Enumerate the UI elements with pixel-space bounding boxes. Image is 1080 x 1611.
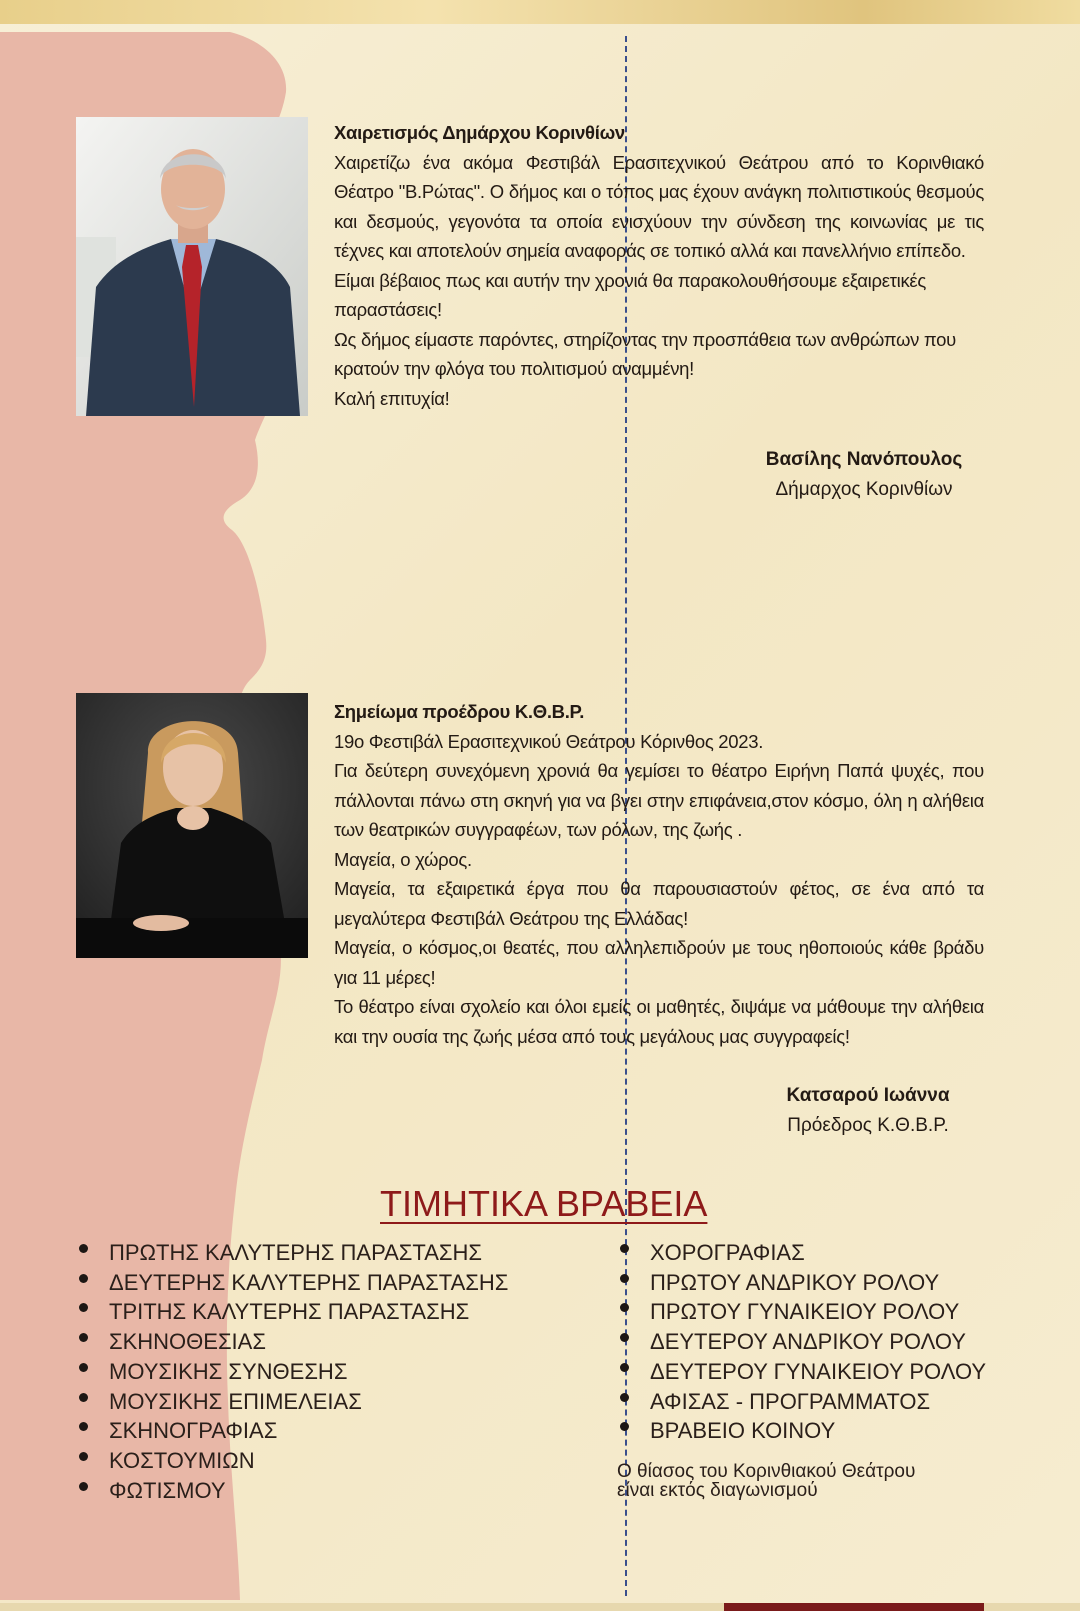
mayor-sign-title: Δήμαρχος Κορινθίων bbox=[775, 479, 953, 500]
award-item: ΣΚΗΝΟΓΡΑΦΙΑΣ bbox=[79, 1416, 508, 1446]
president-paragraph-3: Μαγεία, ο χώρος. bbox=[334, 848, 472, 870]
mayor-paragraph-4: Καλή επιτυχία! bbox=[334, 387, 450, 409]
bottom-red-accent bbox=[724, 1603, 984, 1611]
president-sign-name: Κατσαρού Ιωάννα bbox=[786, 1085, 950, 1106]
president-portrait bbox=[76, 693, 308, 958]
mayor-sign-name: Βασίλης Νανόπουλος bbox=[765, 449, 963, 470]
president-signature bbox=[768, 1081, 968, 1141]
president-note bbox=[334, 697, 984, 1051]
president-paragraph-2: Για δεύτερη συνεχόμενη χρονιά θα γεμίσει το θέατρο Ειρήνη Παπά ψυχές, που πάλλονται πάνω στη σκηνή για να βγει στην επιφάνεια,στον κόσμο, όλη η αλήθεια των θεατρικών συγγραφέων, των ρόλων, της ζωής . bbox=[334, 760, 984, 840]
president-paragraph-6: Το θέατρο είναι σχολείο και όλοι εμείς οι μαθητές, διψάμε να μάθουμε την αλήθεια και την ουσία της ζωής μέσα από τους μεγάλους μας συγγραφείς! bbox=[334, 996, 984, 1047]
award-item: ΠΡΩΤΗΣ ΚΑΛΥΤΕΡΗΣ ΠΑΡΑΣΤΑΣΗΣ bbox=[79, 1238, 508, 1268]
out-of-competition-note bbox=[617, 1462, 977, 1500]
mayor-paragraph-3: Ως δήμος είμαστε παρόντες, στηρίζοντας την προσπάθεια των ανθρώπων που κρατούν την φλόγα του πολιτισμού αναμμένη! bbox=[334, 328, 956, 379]
award-item: ΣΚΗΝΟΘΕΣΙΑΣ bbox=[79, 1327, 508, 1357]
award-item: ΔΕΥΤΕΡΗΣ ΚΑΛΥΤΕΡΗΣ ΠΑΡΑΣΤΑΣΗΣ bbox=[79, 1268, 508, 1298]
award-item: ΚΟΣΤΟΥΜΙΩΝ bbox=[79, 1446, 508, 1476]
note-line-1: Ο θίασος του Κορινθιακού Θεάτρου bbox=[617, 1461, 916, 1482]
mayor-paragraph-2: Είμαι βέβαιος πως και αυτήν την χρονιά θα παρακολουθήσουμε εξαιρετικές παραστάσεις! bbox=[334, 269, 926, 320]
award-item: ΧΟΡΟΓΡΑΦΙΑΣ bbox=[620, 1238, 986, 1268]
note-line-2: είναι εκτός διαγωνισμού bbox=[617, 1480, 818, 1501]
president-paragraph-5: Μαγεία, ο κόσμος,οι θεατές, που αλληλεπιδρούν με τους ηθοποιούς κάθε βράδυ για 11 μέρες! bbox=[334, 937, 984, 988]
awards-list-right bbox=[620, 1238, 986, 1446]
mayor-signature bbox=[760, 445, 968, 505]
president-paragraph-1: 19ο Φεστιβάλ Ερασιτεχνικού Θεάτρου Κόρινθος 2023. bbox=[334, 730, 764, 752]
award-item: ΜΟΥΣΙΚΗΣ ΣΥΝΘΕΣΗΣ bbox=[79, 1357, 508, 1387]
award-item: ΠΡΩΤΟΥ ΓΥΝΑΙΚΕΙΟΥ ΡΟΛΟΥ bbox=[620, 1297, 986, 1327]
mayor-portrait bbox=[76, 117, 308, 416]
award-item: ΦΩΤΙΣΜΟΥ bbox=[79, 1476, 508, 1506]
mayor-greeting-heading: Χαιρετισμός Δημάρχου Κορινθίων bbox=[334, 122, 625, 143]
awards-title: ΤΙΜΗΤΙΚΑ ΒΡΑΒΕΙΑ bbox=[380, 1183, 708, 1224]
award-item: ΔΕΥΤΕΡΟΥ ΓΥΝΑΙΚΕΙΟΥ ΡΟΛΟΥ bbox=[620, 1357, 986, 1387]
awards-list-left bbox=[79, 1238, 508, 1505]
award-item: ΤΡΙΤΗΣ ΚΑΛΥΤΕΡΗΣ ΠΑΡΑΣΤΑΣΗΣ bbox=[79, 1297, 508, 1327]
award-item: ΜΟΥΣΙΚΗΣ ΕΠΙΜΕΛΕΙΑΣ bbox=[79, 1387, 508, 1417]
award-item: ΠΡΩΤΟΥ ΑΝΔΡΙΚΟΥ ΡΟΛΟΥ bbox=[620, 1268, 986, 1298]
president-note-heading: Σημείωμα προέδρου Κ.Θ.Β.Ρ. bbox=[334, 701, 585, 722]
mayor-paragraph-1: Χαιρετίζω ένα ακόμα Φεστιβάλ Ερασιτεχνικού Θεάτρου από το Κορινθιακό Θέατρο "Β.Ρώτας". Ο δήμος και ο τόπος μας έχουν ανάγκη πολιτιστικούς θεσμούς και δεσμούς, γεγονότα τα οποία ενισχύουν την σύνδεση της κοινωνίας με τις τέχνες και αποτελούν σημεία αναφοράς σε τοπικό αλλά και πανελλήνιο επίπεδο. bbox=[334, 151, 984, 261]
president-sign-title: Πρόεδρος Κ.Θ.Β.Ρ. bbox=[787, 1115, 949, 1136]
president-paragraph-4: Μαγεία, τα εξαιρετικά έργα που θα παρουσιαστούν φέτος, σε ένα από τα μεγαλύτερα Φεστιβάλ Θεάτρου της Ελλάδας! bbox=[334, 878, 984, 929]
mayor-greeting bbox=[334, 118, 984, 413]
award-item: ΒΡΑΒΕΙΟ ΚΟΙΝΟΥ bbox=[620, 1416, 986, 1446]
award-item: ΑΦΙΣΑΣ - ΠΡΟΓΡΑΜΜΑΤΟΣ bbox=[620, 1387, 986, 1417]
award-item: ΔΕΥΤΕΡΟΥ ΑΝΔΡΙΚΟΥ ΡΟΛΟΥ bbox=[620, 1327, 986, 1357]
